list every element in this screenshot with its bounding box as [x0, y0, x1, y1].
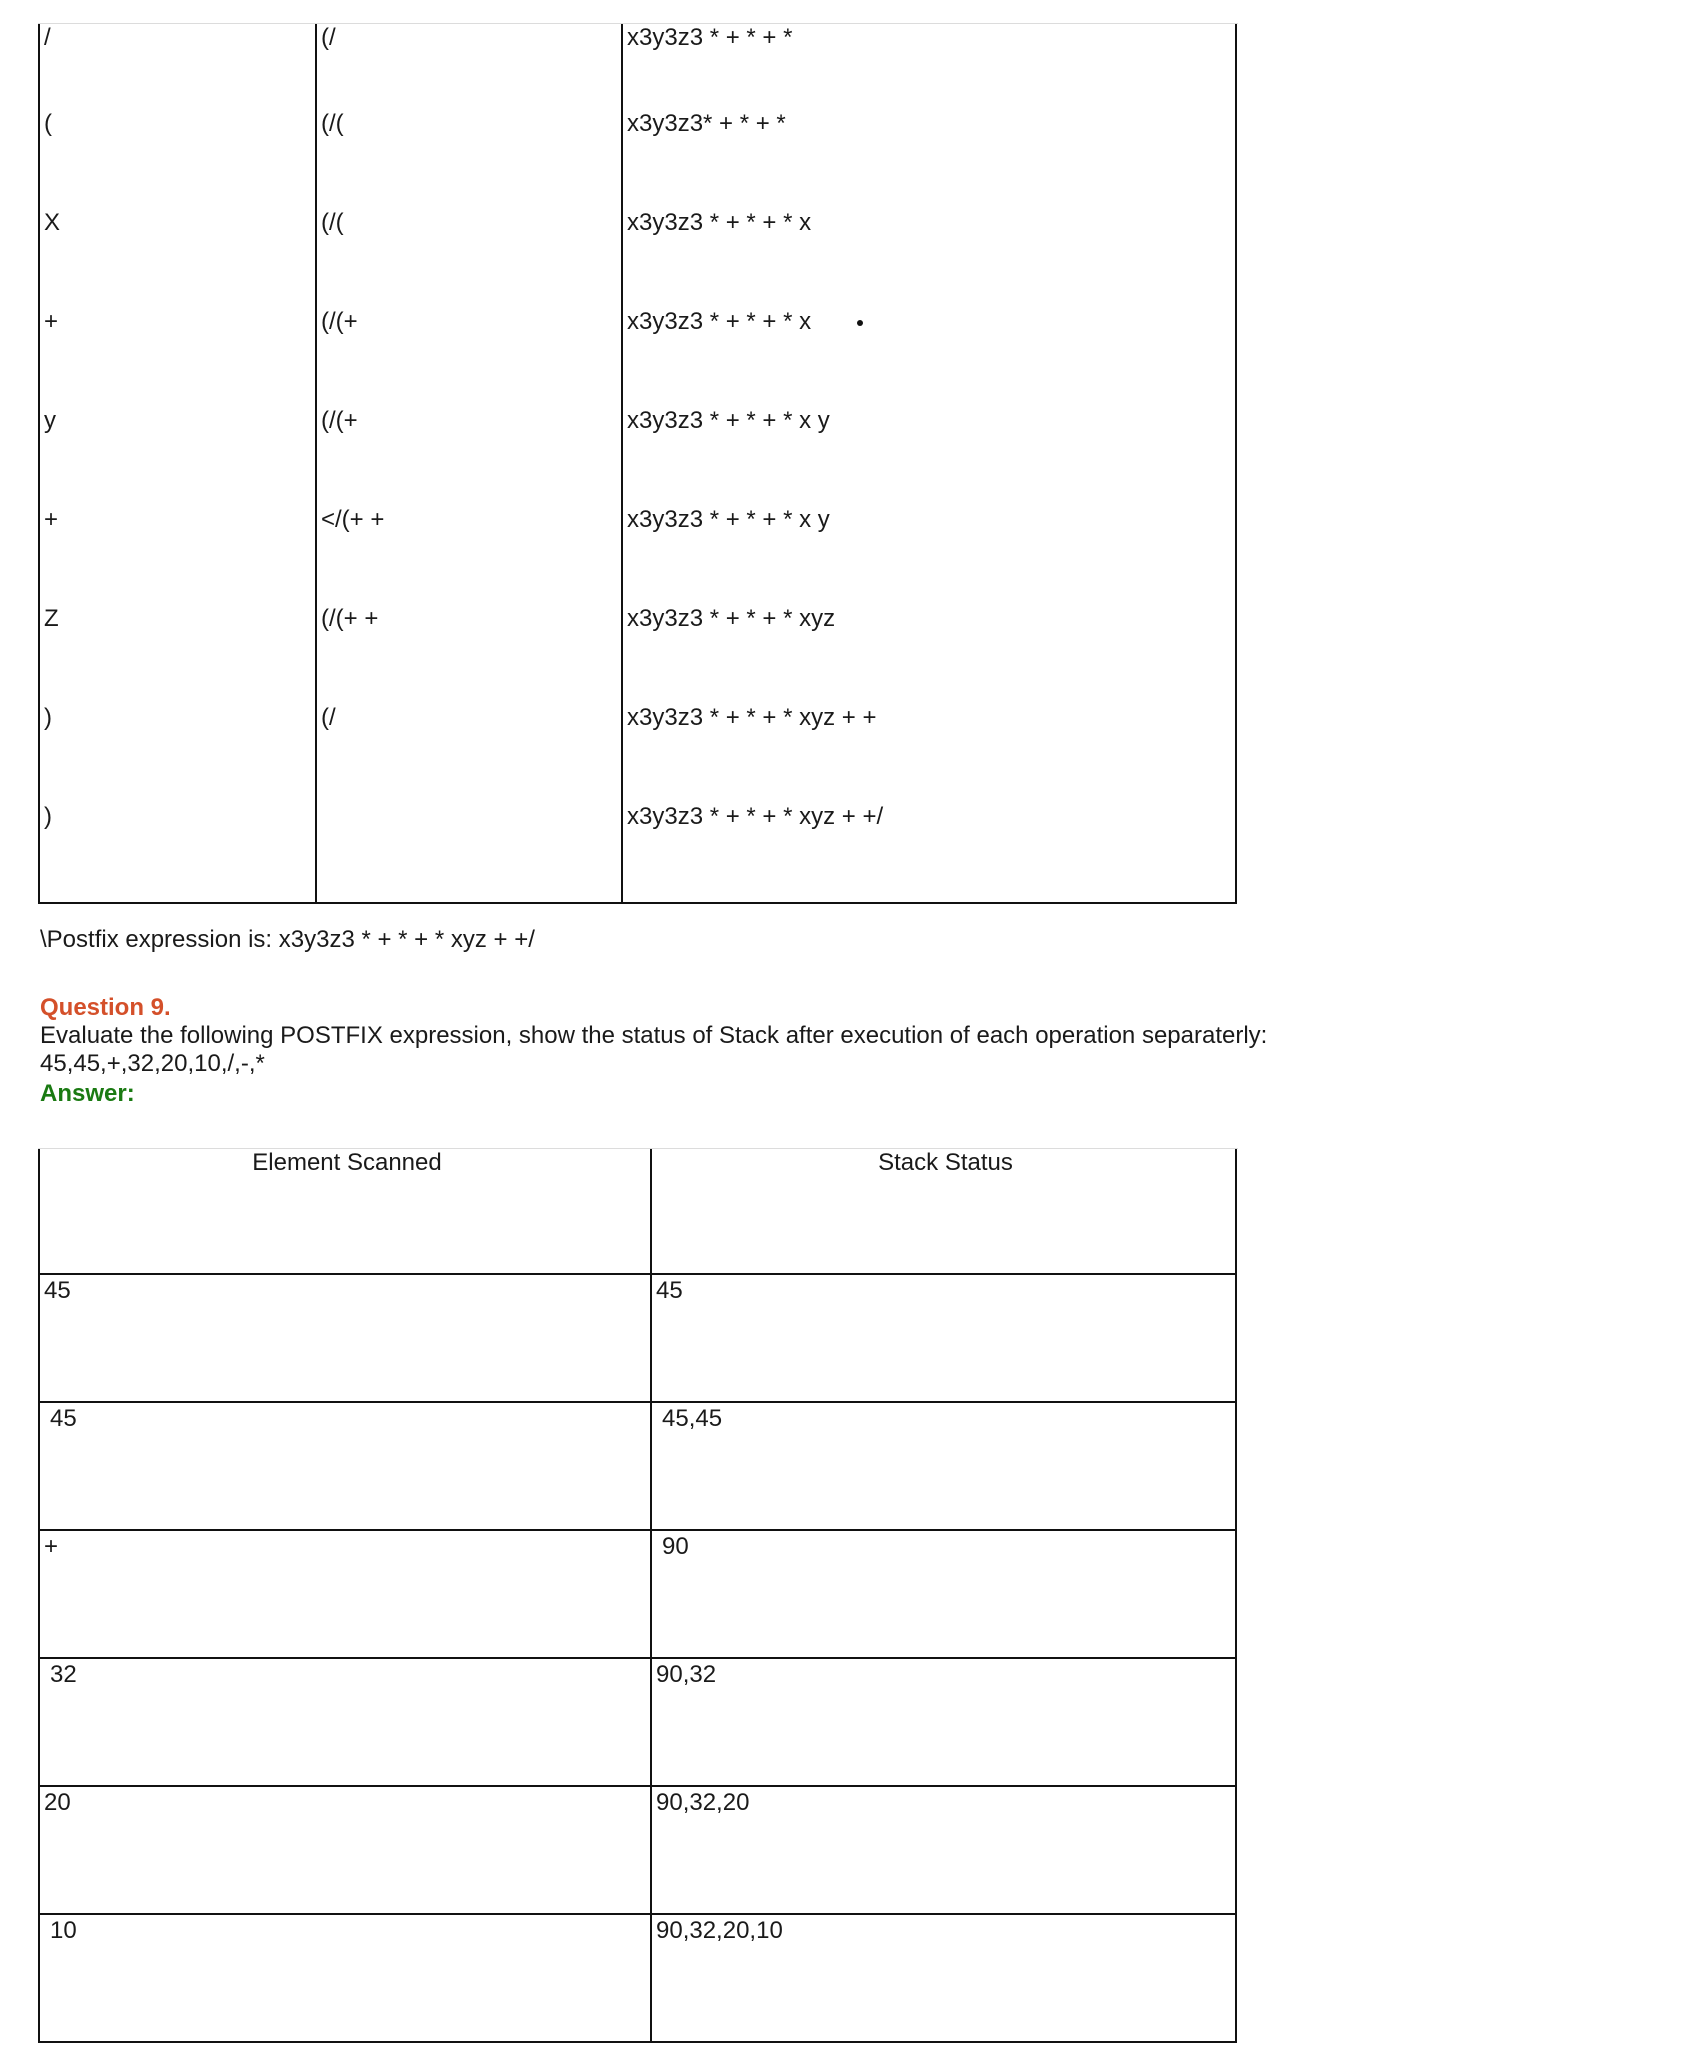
- expression-cell: x3y3z3* + * + *: [622, 110, 1236, 209]
- expression-cell: x3y3z3 * + * + * xyz + +: [622, 704, 1236, 803]
- symbol-cell: ): [44, 803, 52, 830]
- table-row: [39, 1274, 1236, 1402]
- expression-text: x3y3z3 * + * + * x: [627, 308, 812, 335]
- element-cell: 45: [39, 1402, 651, 1530]
- expression-cell: [622, 308, 1236, 407]
- stack-status-table: [38, 1149, 1237, 2043]
- stack-cell: (/: [316, 704, 622, 803]
- expression-cell: x3y3z3 * + * + * xyz: [622, 605, 1236, 704]
- element-cell: +: [39, 1530, 651, 1658]
- stack-cell: </(+ +: [316, 506, 622, 605]
- table-row: [39, 1530, 1236, 1658]
- table-header-row: [39, 1149, 1236, 1274]
- table-row: [39, 506, 1236, 605]
- table-row: [39, 1402, 1236, 1530]
- answer-label: Answer:: [40, 1080, 135, 1107]
- question-text: Evaluate the following POSTFIX expression, show the status of Stack after execution of each operation separaterly: 45,45,+,32,20,10,/,-,*: [40, 1022, 1268, 1077]
- table-row: [39, 1658, 1236, 1786]
- symbol-cell: (: [44, 110, 52, 137]
- bullet-dot: [857, 320, 863, 326]
- table-row: [39, 407, 1236, 506]
- stack-cell: (/(: [316, 209, 622, 308]
- table-row: [39, 803, 1236, 903]
- element-cell: 20: [39, 1786, 651, 1914]
- table-row: [39, 209, 1236, 308]
- expression-cell: x3y3z3 * + * + * x y: [622, 506, 1236, 605]
- table-row: [39, 605, 1236, 704]
- expression-cell: x3y3z3 * + * + * xyz + +/: [622, 803, 1236, 903]
- expression-cell: x3y3z3 * + * + * x y: [622, 407, 1236, 506]
- table-row: [39, 110, 1236, 209]
- column-header-status: Stack Status: [651, 1149, 1236, 1274]
- element-cell: 45: [39, 1274, 651, 1402]
- symbol-cell: +: [44, 506, 59, 533]
- symbol-cell: X: [44, 209, 61, 236]
- conversion-table: [38, 24, 1237, 904]
- table-row: [39, 24, 1236, 110]
- element-cell: 10: [39, 1914, 651, 2042]
- symbol-cell: +: [44, 308, 59, 335]
- column-header-element: Element Scanned: [252, 1149, 442, 1176]
- expression-cell: x3y3z3 * + * + * x: [622, 209, 1236, 308]
- status-cell: 45,45: [651, 1402, 1236, 1530]
- symbol-cell: /: [44, 24, 51, 51]
- symbol-cell: ): [44, 704, 52, 731]
- symbol-cell: Z: [44, 605, 59, 632]
- status-cell: 90,32: [651, 1658, 1236, 1786]
- status-cell: 90: [651, 1530, 1236, 1658]
- postfix-summary: \Postfix expression is: x3y3z3 * + * + * xyz + +/: [40, 926, 535, 953]
- status-cell: 90,32,20,10: [651, 1914, 1236, 2042]
- status-cell: 90,32,20: [651, 1786, 1236, 1914]
- table-row: [39, 308, 1236, 407]
- stack-cell: (/(+ +: [316, 605, 622, 704]
- table-row: [39, 704, 1236, 803]
- stack-cell: [316, 803, 622, 903]
- stack-cell: (/: [316, 24, 622, 110]
- question-title: Question 9.: [40, 994, 171, 1021]
- table-row: [39, 1914, 1236, 2042]
- element-cell: 32: [39, 1658, 651, 1786]
- status-cell: 45: [651, 1274, 1236, 1402]
- symbol-cell: y: [44, 407, 56, 434]
- stack-cell: (/(+: [316, 308, 622, 407]
- stack-cell: (/(: [316, 110, 622, 209]
- expression-cell: x3y3z3 * + * + *: [622, 24, 1236, 110]
- table-row: [39, 1786, 1236, 1914]
- stack-cell: (/(+: [316, 407, 622, 506]
